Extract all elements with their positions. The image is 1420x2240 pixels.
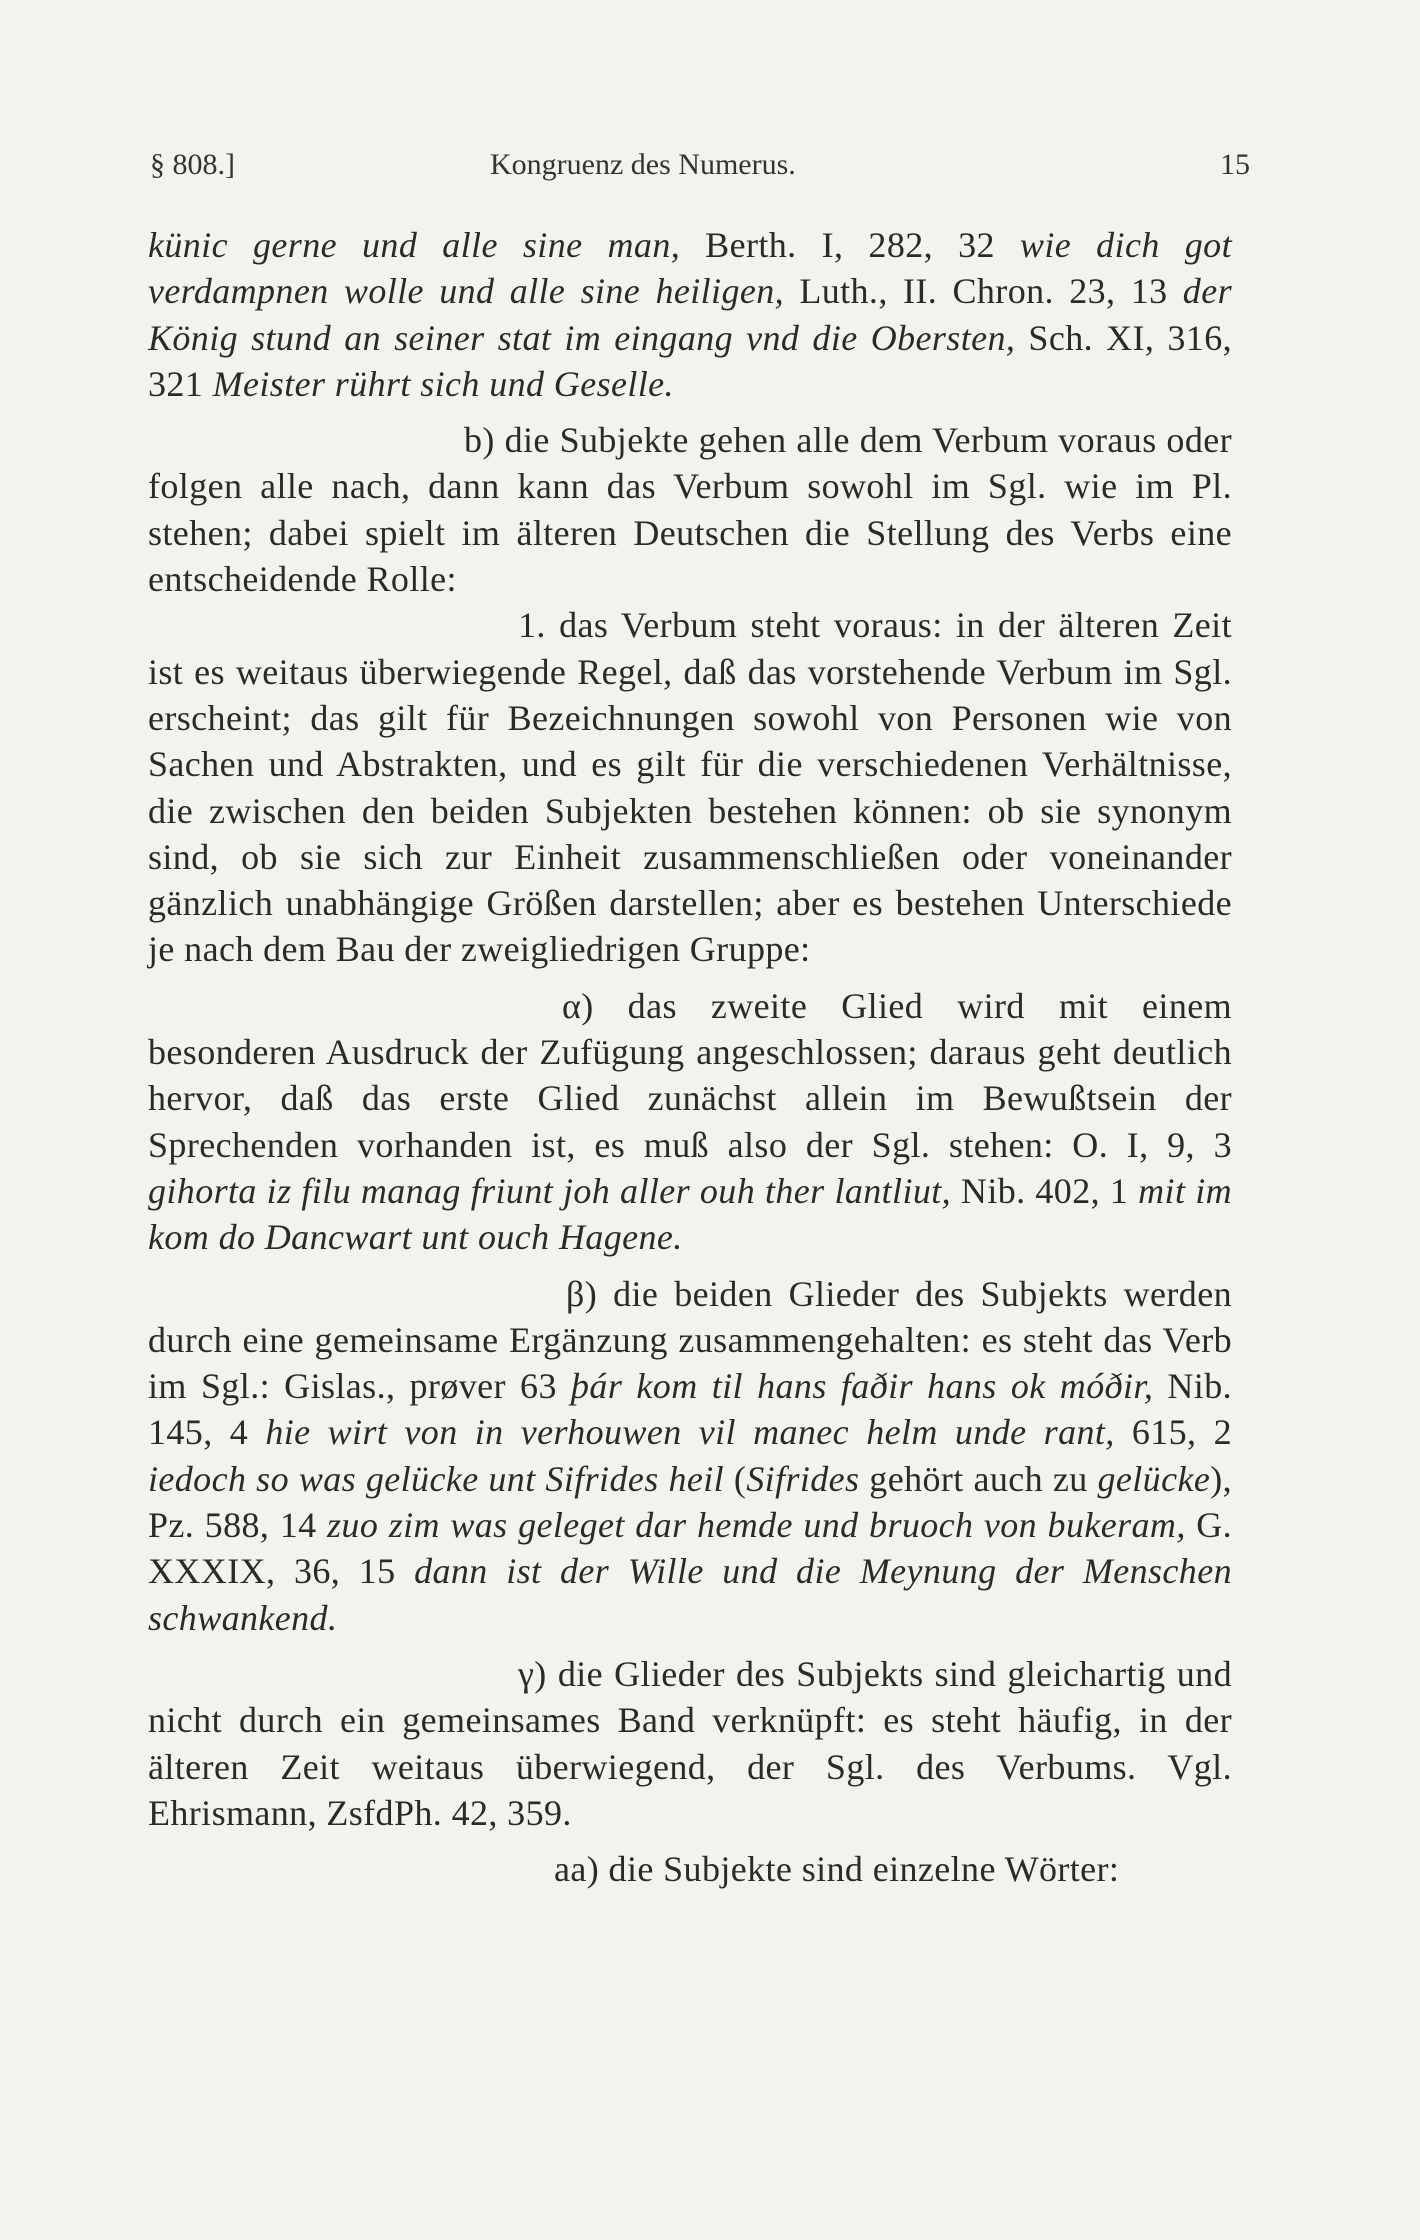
running-title: Kongruenz des Numerus.: [490, 148, 796, 181]
italic-citation: künic gerne und alle sine man,: [148, 225, 681, 265]
italic-citation: gihorta iz filu manag friunt joh aller ouh ther lantliut,: [148, 1170, 952, 1211]
text-run: b) die Subjekte gehen alle dem Verbum voraus oder folgen alle nach, dann kann das Verbum sowohl im Sgl. wie im Pl. stehen; dabei spielt im älteren Deutschen die Stellung des Verbs eine entscheidende Rolle:: [148, 420, 1232, 600]
paragraph-1-verb-first: [148, 602, 1232, 972]
italic-citation: þár kom til hans faðir hans ok móðir,: [571, 1366, 1154, 1407]
body-text: [148, 222, 1232, 1892]
text-run: Berth. I, 282, 32: [680, 225, 1020, 265]
paragraph-aa: [148, 1846, 1232, 1892]
text-run: Luth., II. Chron. 23, 13: [784, 271, 1183, 312]
paragraph-beta: [148, 1271, 1232, 1641]
running-header: [150, 148, 1250, 192]
paragraph-examples-continued: [148, 222, 1232, 407]
paragraph-gamma: [148, 1651, 1232, 1836]
italic-citation: dann ist der Wille und die Meynung der Menschen schwankend.: [148, 1551, 1232, 1638]
text-run: gehört auch zu: [859, 1458, 1098, 1499]
italic-citation: wie dich got verdampnen wolle und alle sine heiligen,: [148, 225, 1232, 312]
text-run: Nib. 145, 4: [148, 1366, 1233, 1453]
italic-citation: zuo zim was geleget dar hemde und bruoch von bukeram,: [327, 1505, 1186, 1546]
section-reference: § 808.]: [150, 148, 235, 181]
text-run: γ) die Glieder des Subjekts sind gleichartig und nicht durch ein gemeinsames Band verknüpft: es steht häufig, in der älteren Zeit weitaus überwiegend, der Sgl. des Verbums. Vgl. Ehrismann, ZsfdPh. 42, 359.: [148, 1653, 1232, 1833]
text-run: α) das zweite Glied wird mit einem besonderen Ausdruck der Zufügung angeschlossen; daraus geht deutlich hervor, daß das erste Glied zunächst allein im Bewußtsein der Sprechenden vorhanden ist, es muß also der Sgl. stehen: O. I, 9, 3: [148, 985, 1232, 1165]
italic-citation: mit im kom do Dancwart unt ouch Hagene.: [148, 1170, 1233, 1258]
page-number: 15: [1220, 148, 1250, 181]
text-run: (: [724, 1458, 747, 1499]
text-run: Nib. 402, 1: [951, 1170, 1139, 1211]
italic-citation: der König stund an seiner stat im eingang vnd die Obersten,: [148, 271, 1232, 358]
text-run: ), Pz. 588, 14: [148, 1458, 1232, 1546]
text-run: aa) die Subjekte sind einzelne Wörter:: [554, 1849, 1120, 1890]
text-run: Sch. XI, 316, 321: [148, 317, 1233, 404]
italic-citation: hie wirt von in verhouwen vil manec helm unde rant,: [265, 1412, 1115, 1453]
text-run: 1. das Verbum steht voraus: in der älteren Zeit ist es weitaus überwiegende Regel, daß das vorstehende Verbum im Sgl. erscheint; das gilt für Bezeichnungen sowohl von Personen wie von Sachen und Abstrakten, und es gilt für die verschiedenen Verhältnisse, die zwischen den beiden Subjekten bestehen können: ob sie synonym sind, ob sie sich zur Einheit zusammenschließen oder voneinander gänzlich unabhängige Größen darstellen; aber es bestehen Unterschiede je nach dem Bau der zweigliedrigen Gruppe:: [148, 605, 1232, 970]
paragraph-b-subjects-order: [148, 417, 1232, 602]
italic-citation: Meister rührt sich und Geselle.: [212, 363, 674, 404]
italic-citation: gelücke: [1097, 1458, 1211, 1499]
italic-citation: Sifrides: [746, 1458, 860, 1499]
text-run: G. XXXIX, 36, 15: [148, 1505, 1233, 1592]
text-run: 615, 2: [1114, 1412, 1232, 1453]
italic-citation: iedoch so was gelücke unt Sifrides heil: [148, 1458, 725, 1499]
paragraph-alpha: [148, 983, 1232, 1261]
text-run: β) die beiden Glieder des Subjekts werden durch eine gemeinsame Ergänzung zusammengehalten: es steht das Verb im Sgl.: Gislas., prøver 63: [148, 1273, 1232, 1407]
